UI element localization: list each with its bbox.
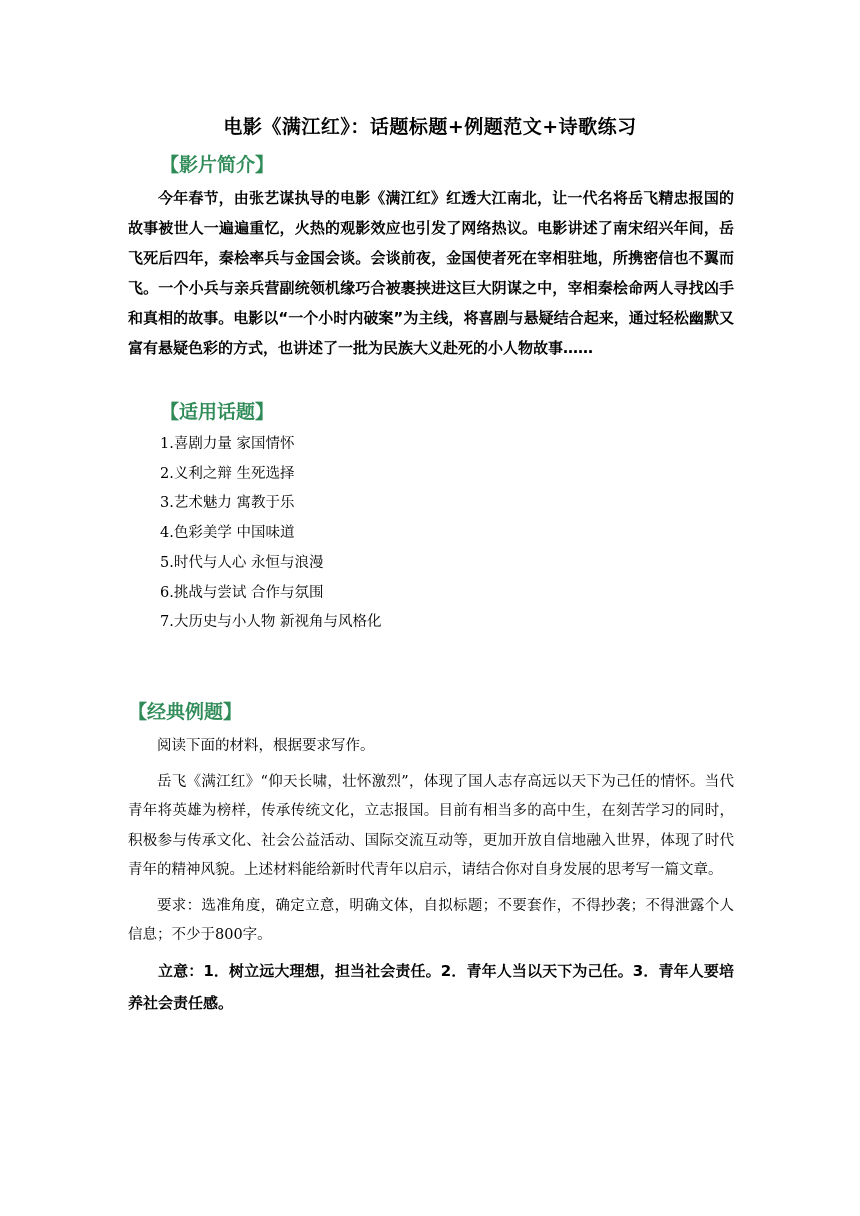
example-instruction: 阅读下面的材料，根据要求写作。 bbox=[157, 738, 375, 754]
topic-item: 1.喜剧力量 家国情怀 bbox=[160, 436, 295, 452]
topic-item: 3.艺术魅力 寓教于乐 bbox=[160, 495, 295, 512]
document-title: 电影《满江红》：话题标题+例题范文+诗歌练习 bbox=[223, 116, 637, 138]
topic-item: 6.挑战与尝试 合作与氛围 bbox=[160, 584, 324, 601]
example-heading: 【经典例题】 bbox=[128, 701, 243, 723]
topic-item: 5.时代与人心 永恒与浪漫 bbox=[160, 554, 324, 571]
example-body bbox=[128, 732, 734, 1019]
topic-item: 4.色彩美学 中国味道 bbox=[160, 525, 295, 542]
topic-item: 2.义利之辩 生死选择 bbox=[160, 465, 295, 482]
topics-heading: 【适用话题】 bbox=[160, 401, 275, 423]
intro-paragraph: 今年春节，由张艺谋执导的电影《满江红》红透大江南北，让一代名将岳飞精忠报国的故事被世人一遍遍重忆，火热的观影效应也引发了网络热议。电影讲述了南宋绍兴年间，岳飞死后四年，秦桧率兵与金国会谈。会谈前夜，金国使者死在宰相驻地，所携密信也不翼而飞。一个小兵与亲兵营副统领机缘巧合被裹挟进这巨大阴谋之中，宰相秦桧命两人寻找凶手和真相的故事。电影以“一个小时内破案”为主线，将喜剧与悬疑结合起来，通过轻松幽默又富有悬疑色彩的方式，也讲述了一批为民族大义赴死的小人物故事…… bbox=[128, 189, 734, 357]
example-requirement: 要求：选准角度，确定立意，明确文体，自拟标题；不要套作，不得抄袭；不得泄露个人信息；不少于800字。 bbox=[128, 897, 734, 943]
intro-heading: 【影片简介】 bbox=[160, 154, 275, 176]
example-material: 岳飞《满江红》“仰天长啸，壮怀激烈”，体现了国人志存高远以天下为己任的情怀。当代青年将英雄为榜样，传承传统文化，立志报国。目前有相当多的高中生，在刻苦学习的同时，积极参与传承文化、社会公益活动、国际交流互动等，更加开放自信地融入世界，体现了时代青年的精神风貌。上述材料能给新时代青年以启示，请结合你对自身发展的思考写一篇文章。 bbox=[128, 773, 734, 878]
topics-list bbox=[160, 430, 381, 638]
topic-item: 7.大历史与小人物 新视角与风格化 bbox=[160, 614, 382, 631]
example-intent: 立意：1．树立远大理想，担当社会责任。2．青年人当以天下为己任。3．青年人要培养社会责任感。 bbox=[128, 961, 734, 1012]
